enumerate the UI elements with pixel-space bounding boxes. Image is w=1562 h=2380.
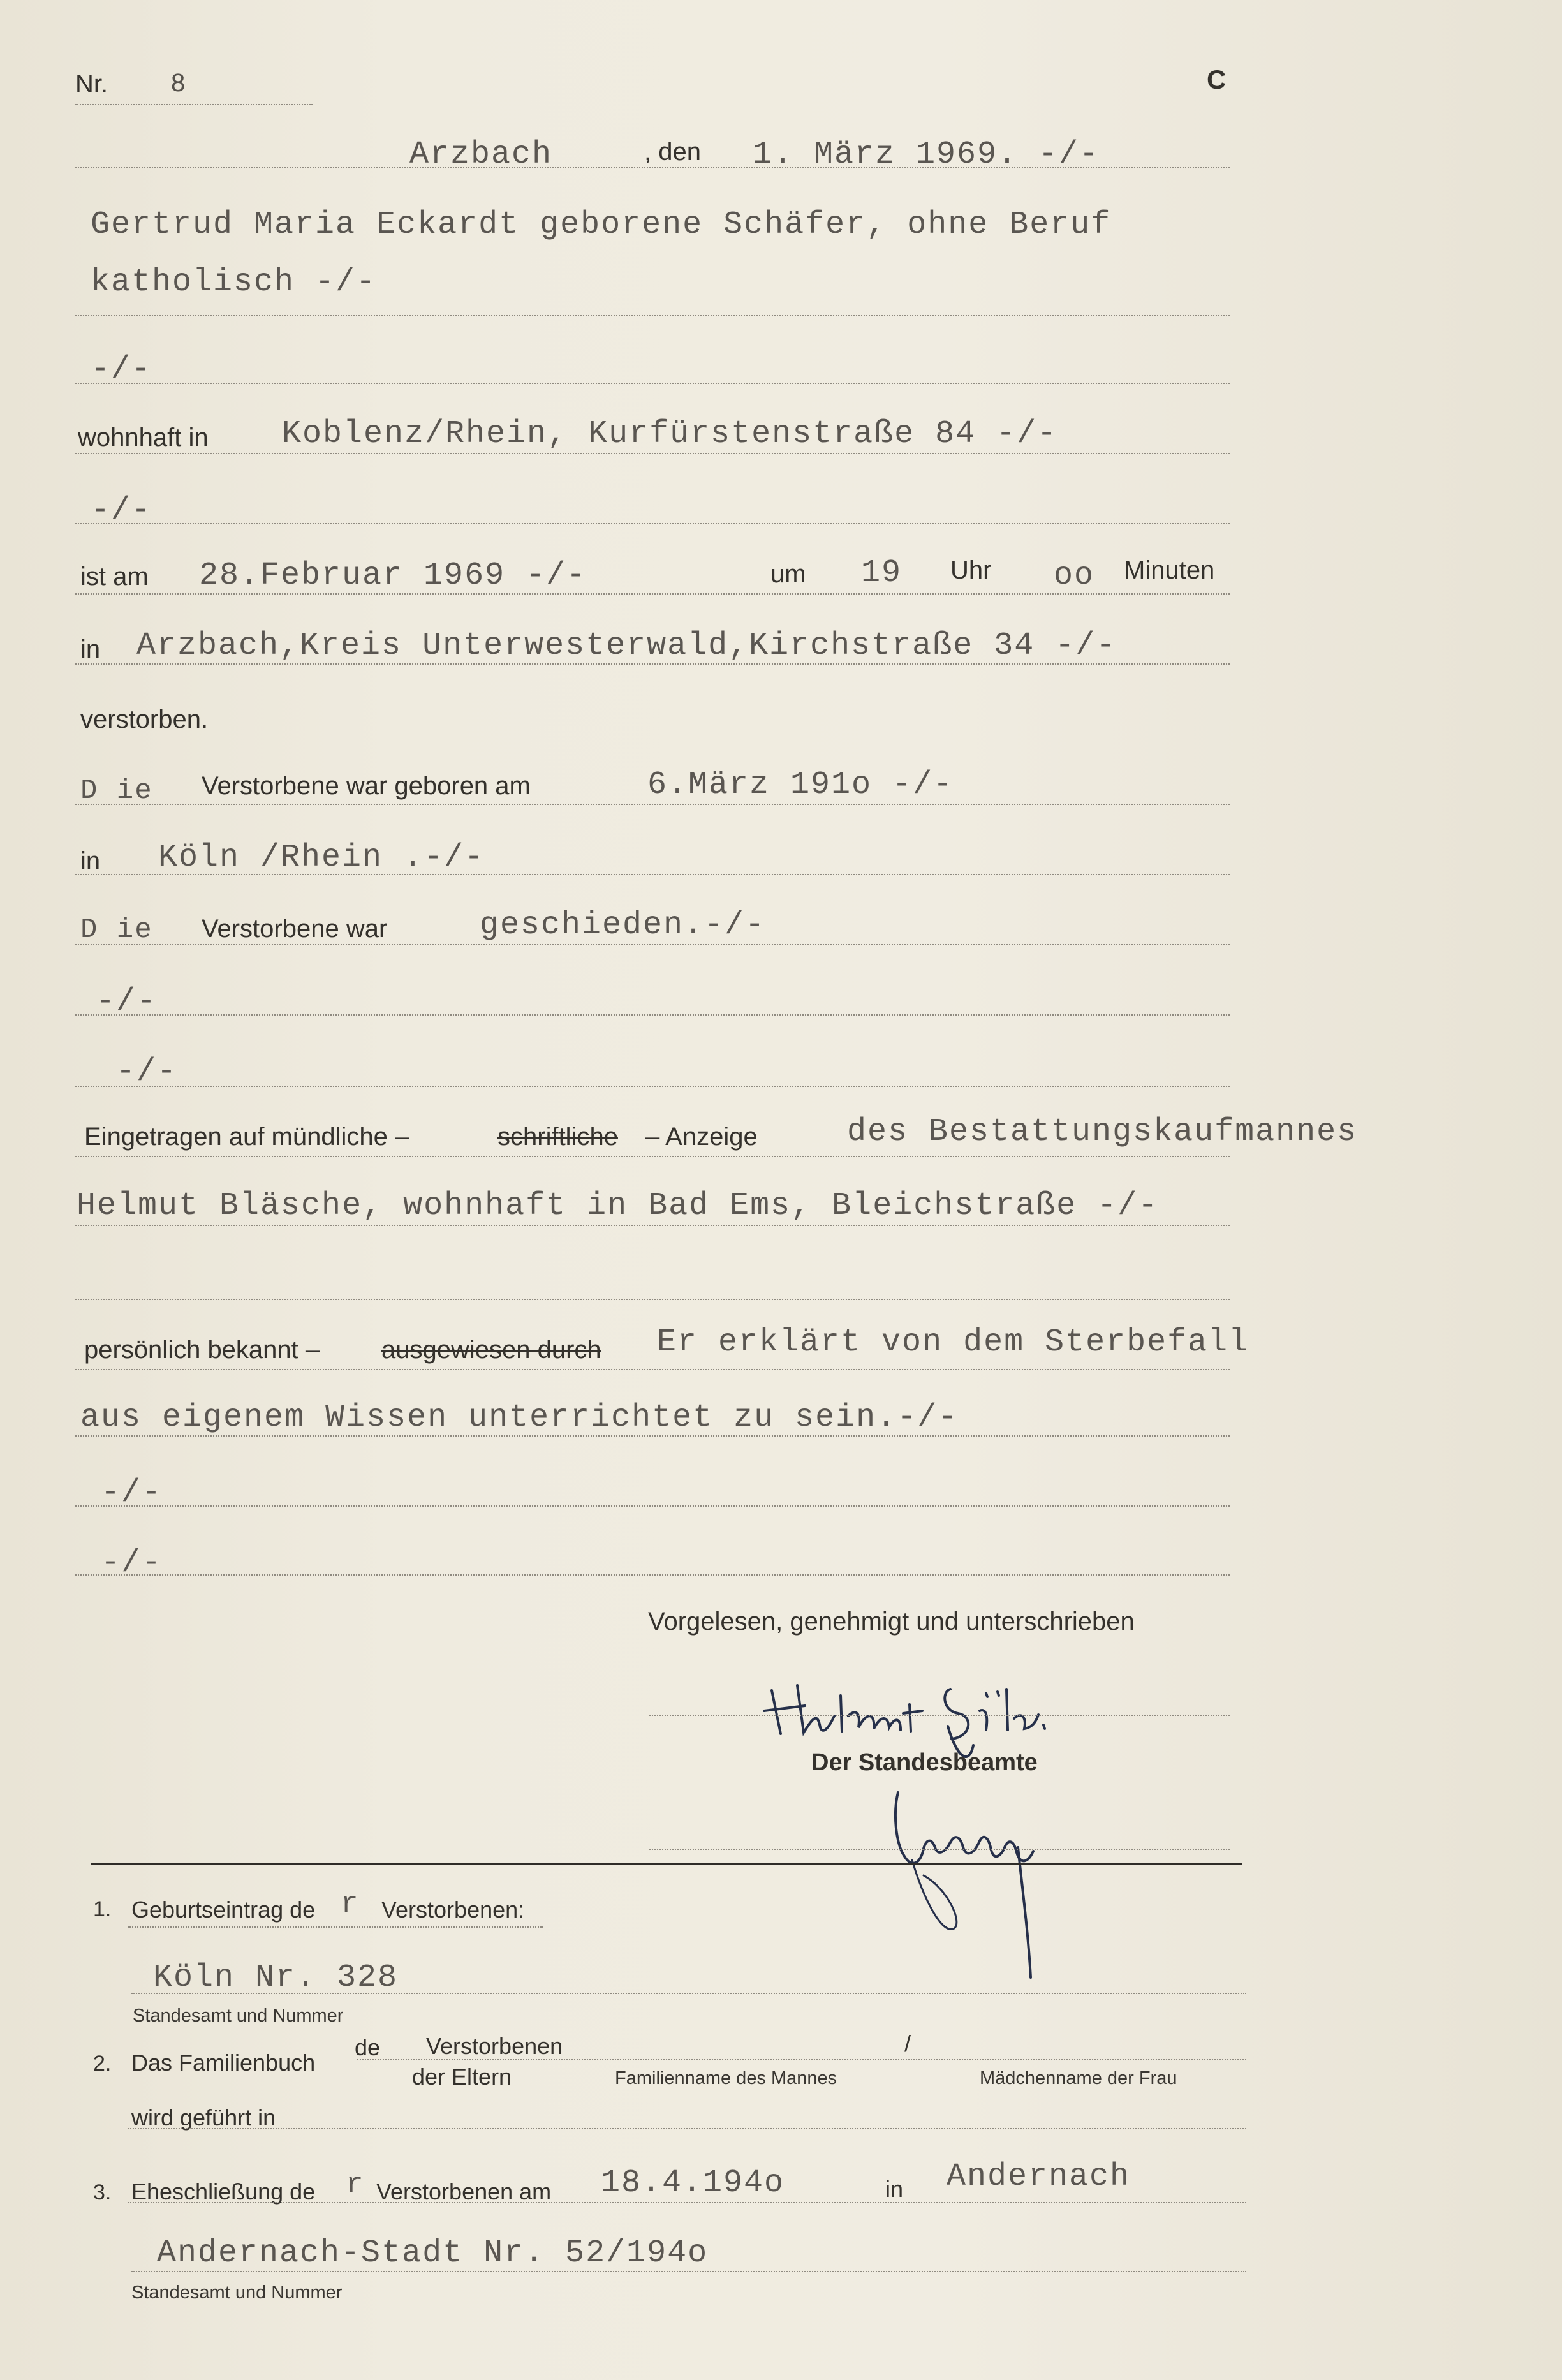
- registration-date: 1. März 1969. -/-: [753, 137, 1100, 173]
- registration-place: Arzbach: [409, 137, 553, 173]
- blank-line-2-rule: [75, 523, 1230, 524]
- item3-date: 18.4.194o: [601, 2165, 785, 2201]
- declaration-line-2: aus eigenem Wissen unterrichtet zu sein.-/-: [80, 1400, 959, 1436]
- report-blank-1: -/-: [101, 1475, 163, 1511]
- name-line: [75, 315, 1230, 316]
- item3-in: in: [885, 2176, 904, 2202]
- birth-place: Köln /Rhein .-/-: [158, 839, 485, 876]
- item3-value: Andernach-Stadt Nr. 52/194o: [157, 2235, 709, 2272]
- item2-deceased: Verstorbenen: [426, 2033, 563, 2059]
- item3-typed-r: r: [346, 2168, 365, 2201]
- birth-in-label: in: [80, 847, 101, 875]
- entry-number-line: [75, 104, 313, 105]
- reporter-name-address: Helmut Bläsche, wohnhaft in Bad Ems, Bleichstraße -/-: [77, 1188, 1159, 1224]
- report-blank-1-rule: [75, 1505, 1230, 1507]
- marital-blank-2-rule: [75, 1086, 1230, 1087]
- death-in-label: in: [80, 635, 101, 663]
- wohnhaft-label: wohnhaft in: [78, 424, 209, 452]
- blank-line-1: -/-: [91, 351, 152, 388]
- reporter-title: des Bestattungskaufmannes: [847, 1114, 1358, 1150]
- birth-d-ie: D ie: [80, 775, 153, 807]
- marital-label: Verstorbene war: [202, 915, 388, 943]
- blank-line-2: -/-: [91, 492, 152, 529]
- death-date: 28.Februar 1969 -/-: [199, 558, 587, 594]
- verstorben-label: verstorben.: [80, 706, 209, 734]
- item3-value-line: [131, 2271, 1246, 2272]
- birth-label: Verstorbene war geboren am: [202, 772, 531, 800]
- series-letter: C: [1207, 64, 1227, 94]
- death-hour: 19: [861, 555, 903, 591]
- deceased-religion: katholisch -/-: [91, 264, 377, 300]
- item2-label: Das Familienbuch: [131, 2050, 316, 2076]
- item2-line: [357, 2059, 1246, 2060]
- item3-line: [128, 2202, 1246, 2203]
- item2-eltern: der Eltern: [412, 2064, 512, 2090]
- item3-number: 3.: [93, 2180, 112, 2205]
- known-struck-option: ausgewiesen durch: [381, 1336, 601, 1364]
- item2-wife: Mädchenname der Frau: [980, 2068, 1177, 2088]
- read-approved-signed: Vorgelesen, genehmigt und unterschrieben: [648, 1608, 1135, 1636]
- report-blank-2: -/-: [101, 1545, 163, 1581]
- report-line-2: [75, 1225, 1230, 1226]
- birth-place-line: [75, 874, 1230, 875]
- marital-d-ie: D ie: [80, 914, 153, 946]
- entry-number-label: Nr.: [75, 70, 108, 98]
- official-label: Der Standesbeamte: [811, 1749, 1038, 1776]
- report-label-start: Eingetragen auf mündliche –: [84, 1123, 409, 1151]
- report-label-end: – Anzeige: [645, 1123, 758, 1151]
- item1-number: 1.: [93, 1897, 112, 1921]
- item1-label-a: Geburtseintrag de: [131, 1896, 316, 1923]
- entry-number: 8: [171, 69, 186, 97]
- marital-blank-1-rule: [75, 1014, 1230, 1016]
- item2-de: de: [355, 2034, 381, 2060]
- place-date-line: [75, 167, 1230, 168]
- den-label: , den: [644, 138, 701, 166]
- item1-value: Köln Nr. 328: [153, 1960, 399, 1996]
- item1-label-line: [128, 1926, 543, 1928]
- birth-date-line: [75, 804, 1230, 805]
- address-line: [75, 453, 1230, 454]
- um-label: um: [770, 560, 806, 588]
- footer-separator: [91, 1863, 1242, 1865]
- marital-line: [75, 944, 1230, 945]
- item1-typed-r: r: [341, 1888, 360, 1921]
- marital-blank-1: -/-: [96, 984, 158, 1020]
- deceased-address: Koblenz/Rhein, Kurfürstenstraße 84 -/-: [282, 416, 1058, 452]
- marital-status: geschieden.-/-: [480, 907, 766, 943]
- report-line-3: [75, 1299, 1230, 1300]
- reporter-signature-line: [649, 1715, 1230, 1716]
- official-signature-line: [649, 1849, 1230, 1850]
- report-blank-2-rule: [75, 1574, 1230, 1576]
- report-line-1: [75, 1156, 1230, 1157]
- reporter-signature: [759, 1652, 1167, 1761]
- birth-date: 6.März 191o -/-: [647, 767, 954, 803]
- declaration-rule-1: [75, 1369, 1230, 1370]
- official-signature: [887, 1786, 1097, 1977]
- minuten-label: Minuten: [1124, 556, 1215, 584]
- report-struck-option: schriftliche: [497, 1123, 618, 1151]
- item3-label-a: Eheschließung de: [131, 2178, 316, 2205]
- ist-am-label: ist am: [80, 563, 149, 591]
- item2-gefuehrt-line: [128, 2128, 1246, 2129]
- item3-place: Andernach: [947, 2159, 1131, 2195]
- item3-label-b: Verstorbenen am: [376, 2178, 552, 2205]
- item1-value-line: [131, 1993, 1246, 1994]
- item1-label-b: Verstorbenen:: [381, 1896, 525, 1923]
- uhr-label: Uhr: [950, 556, 992, 584]
- known-label: persönlich bekannt –: [84, 1336, 320, 1364]
- item2-husband: Familienname des Mannes: [615, 2068, 837, 2088]
- declaration-line-1: Er erklärt von dem Sterbefall: [657, 1324, 1249, 1361]
- marital-blank-2: -/-: [116, 1054, 178, 1090]
- item2-number: 2.: [93, 2051, 112, 2076]
- death-minutes: oo: [1054, 558, 1095, 594]
- death-place: Arzbach,Kreis Unterwesterwald,Kirchstraße 34 -/-: [136, 628, 1117, 664]
- item2-slash: /: [904, 2030, 911, 2057]
- item1-sub: Standesamt und Nummer: [133, 2006, 344, 2026]
- blank-line-1-rule: [75, 383, 1230, 384]
- death-time-line: [75, 593, 1230, 595]
- declaration-rule-2: [75, 1435, 1230, 1437]
- item3-sub: Standesamt und Nummer: [131, 2282, 343, 2303]
- deceased-name: Gertrud Maria Eckardt geborene Schäfer, ohne Beruf: [91, 207, 1112, 243]
- item2-gefuehrt: wird geführt in: [131, 2104, 276, 2131]
- death-place-line: [75, 663, 1230, 665]
